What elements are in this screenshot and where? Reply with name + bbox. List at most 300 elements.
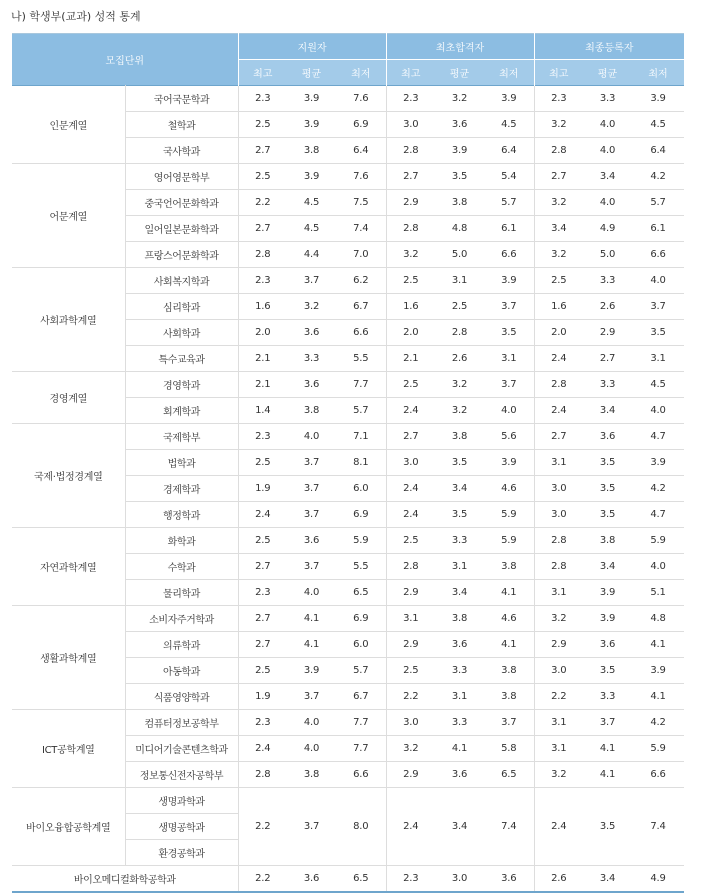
value-cell: 3.9 — [632, 86, 684, 112]
value-cell: 3.9 — [287, 164, 336, 190]
value-cell: 5.9 — [484, 528, 534, 554]
value-cell: 5.9 — [632, 528, 684, 554]
value-cell: 2.7 — [238, 138, 287, 164]
value-cell: 5.6 — [484, 424, 534, 450]
table-row — [12, 710, 684, 736]
value-cell: 3.8 — [287, 398, 336, 424]
value-cell: 3.1 — [435, 684, 484, 710]
value-cell: 2.7 — [583, 346, 632, 372]
value-cell: 3.6 — [484, 866, 534, 893]
value-cell: 3.4 — [583, 398, 632, 424]
value-cell: 4.2 — [632, 476, 684, 502]
value-cell: 2.9 — [534, 632, 583, 658]
value-cell: 3.4 — [435, 476, 484, 502]
value-cell: 4.0 — [484, 398, 534, 424]
value-cell: 2.2 — [534, 684, 583, 710]
value-cell: 6.7 — [336, 294, 386, 320]
category-cell: 국제·법정경계열 — [12, 424, 125, 528]
value-cell: 3.3 — [583, 268, 632, 294]
value-cell: 6.6 — [484, 242, 534, 268]
value-cell: 3.5 — [583, 502, 632, 528]
value-cell: 6.1 — [632, 216, 684, 242]
value-cell: 3.8 — [287, 138, 336, 164]
value-cell: 3.1 — [435, 554, 484, 580]
value-cell: 6.4 — [484, 138, 534, 164]
value-cell: 2.8 — [534, 372, 583, 398]
value-cell: 5.5 — [336, 554, 386, 580]
value-cell: 6.9 — [336, 606, 386, 632]
value-cell: 6.6 — [336, 762, 386, 788]
value-cell: 3.0 — [386, 450, 435, 476]
value-cell: 3.5 — [632, 320, 684, 346]
value-cell: 4.1 — [583, 736, 632, 762]
value-cell: 2.4 — [238, 502, 287, 528]
header-group-initial-pass: 최초합격자 — [386, 34, 534, 60]
value-cell: 4.5 — [632, 112, 684, 138]
value-cell: 3.7 — [287, 788, 336, 866]
department-cell: 행정학과 — [125, 502, 238, 528]
value-cell: 4.9 — [632, 866, 684, 893]
department-cell: 법학과 — [125, 450, 238, 476]
value-cell: 2.3 — [238, 424, 287, 450]
value-cell: 3.7 — [484, 294, 534, 320]
department-cell: 소비자주거학과 — [125, 606, 238, 632]
department-cell: 화학과 — [125, 528, 238, 554]
value-cell: 3.5 — [435, 450, 484, 476]
value-cell: 3.2 — [386, 736, 435, 762]
table-row — [12, 372, 684, 398]
value-cell: 7.4 — [336, 216, 386, 242]
value-cell: 3.9 — [435, 138, 484, 164]
table-row — [12, 164, 684, 190]
value-cell: 5.7 — [484, 190, 534, 216]
value-cell: 2.7 — [534, 424, 583, 450]
value-cell: 4.0 — [287, 580, 336, 606]
value-cell: 3.0 — [386, 112, 435, 138]
value-cell: 4.1 — [484, 632, 534, 658]
value-cell: 2.8 — [435, 320, 484, 346]
value-cell: 3.5 — [583, 450, 632, 476]
value-cell: 4.5 — [484, 112, 534, 138]
value-cell: 3.8 — [287, 762, 336, 788]
value-cell: 2.6 — [534, 866, 583, 893]
department-cell: 생명공학과 — [125, 814, 238, 840]
value-cell: 2.5 — [386, 268, 435, 294]
header-group-final-enroll: 최종등록자 — [534, 34, 684, 60]
value-cell: 4.0 — [632, 398, 684, 424]
value-cell: 3.5 — [435, 502, 484, 528]
value-cell: 3.7 — [287, 268, 336, 294]
value-cell: 3.1 — [534, 710, 583, 736]
value-cell: 7.6 — [336, 86, 386, 112]
value-cell: 3.9 — [484, 268, 534, 294]
value-cell: 3.6 — [583, 424, 632, 450]
value-cell: 2.3 — [238, 86, 287, 112]
category-cell: 사회과학계열 — [12, 268, 125, 372]
value-cell: 2.8 — [386, 216, 435, 242]
category-cell: 경영계열 — [12, 372, 125, 424]
value-cell: 3.4 — [583, 554, 632, 580]
value-cell: 3.9 — [583, 580, 632, 606]
value-cell: 5.9 — [632, 736, 684, 762]
department-cell: 영어영문학부 — [125, 164, 238, 190]
value-cell: 1.6 — [386, 294, 435, 320]
value-cell: 6.0 — [336, 632, 386, 658]
value-cell: 3.0 — [435, 866, 484, 893]
section-title: 나) 학생부(교과) 성적 통계 — [11, 10, 141, 23]
value-cell: 3.3 — [583, 372, 632, 398]
value-cell: 2.3 — [534, 86, 583, 112]
value-cell: 3.9 — [484, 86, 534, 112]
value-cell: 2.7 — [238, 554, 287, 580]
header-group-applicants: 지원자 — [238, 34, 386, 60]
value-cell: 3.1 — [484, 346, 534, 372]
value-cell: 6.0 — [336, 476, 386, 502]
value-cell: 3.5 — [583, 788, 632, 866]
value-cell: 3.7 — [287, 502, 336, 528]
value-cell: 4.0 — [583, 190, 632, 216]
value-cell: 4.9 — [583, 216, 632, 242]
value-cell: 2.5 — [386, 658, 435, 684]
header-sub-max: 최고 — [386, 60, 435, 86]
value-cell: 2.5 — [435, 294, 484, 320]
value-cell: 3.7 — [287, 554, 336, 580]
value-cell: 3.6 — [435, 112, 484, 138]
value-cell: 3.8 — [435, 606, 484, 632]
value-cell: 6.6 — [336, 320, 386, 346]
score-statistics-table — [12, 33, 684, 893]
value-cell: 3.1 — [534, 580, 583, 606]
value-cell: 2.9 — [386, 580, 435, 606]
value-cell: 2.6 — [435, 346, 484, 372]
value-cell: 3.8 — [435, 190, 484, 216]
value-cell: 3.3 — [583, 684, 632, 710]
value-cell: 2.4 — [386, 502, 435, 528]
header-sub-min: 최저 — [484, 60, 534, 86]
department-cell: 일어일본문화학과 — [125, 216, 238, 242]
header-sub-min: 최저 — [336, 60, 386, 86]
header-sub-avg: 평균 — [435, 60, 484, 86]
value-cell: 3.7 — [484, 372, 534, 398]
value-cell: 3.6 — [287, 866, 336, 893]
value-cell: 2.0 — [386, 320, 435, 346]
value-cell: 6.6 — [632, 242, 684, 268]
value-cell: 1.9 — [238, 476, 287, 502]
value-cell: 3.5 — [583, 658, 632, 684]
value-cell: 3.5 — [583, 476, 632, 502]
value-cell: 3.9 — [287, 658, 336, 684]
value-cell: 2.5 — [386, 528, 435, 554]
value-cell: 4.1 — [287, 632, 336, 658]
value-cell: 4.1 — [484, 580, 534, 606]
value-cell: 3.3 — [287, 346, 336, 372]
value-cell: 2.9 — [386, 762, 435, 788]
value-cell: 3.9 — [287, 112, 336, 138]
value-cell: 4.1 — [583, 762, 632, 788]
value-cell: 8.1 — [336, 450, 386, 476]
value-cell: 5.9 — [484, 502, 534, 528]
value-cell: 4.0 — [287, 710, 336, 736]
value-cell: 2.3 — [238, 268, 287, 294]
value-cell: 3.2 — [534, 606, 583, 632]
value-cell: 4.0 — [287, 424, 336, 450]
header-sub-max: 최고 — [534, 60, 583, 86]
value-cell: 3.0 — [386, 710, 435, 736]
value-cell: 3.2 — [534, 242, 583, 268]
value-cell: 3.6 — [583, 632, 632, 658]
value-cell: 4.0 — [583, 112, 632, 138]
department-cell: 중국언어문화학과 — [125, 190, 238, 216]
value-cell: 2.9 — [583, 320, 632, 346]
value-cell: 3.2 — [435, 372, 484, 398]
value-cell: 2.0 — [534, 320, 583, 346]
value-cell: 6.5 — [484, 762, 534, 788]
value-cell: 2.8 — [386, 554, 435, 580]
value-cell: 3.7 — [632, 294, 684, 320]
value-cell: 4.0 — [287, 736, 336, 762]
value-cell: 3.9 — [632, 658, 684, 684]
value-cell: 3.4 — [435, 788, 484, 866]
value-cell: 3.8 — [583, 528, 632, 554]
value-cell: 2.2 — [238, 866, 287, 893]
department-cell: 경제학과 — [125, 476, 238, 502]
value-cell: 2.7 — [238, 606, 287, 632]
value-cell: 4.5 — [632, 372, 684, 398]
table-row — [12, 86, 684, 112]
value-cell: 5.0 — [435, 242, 484, 268]
value-cell: 2.3 — [386, 86, 435, 112]
table-row — [12, 866, 684, 893]
value-cell: 8.0 — [336, 788, 386, 866]
value-cell: 2.3 — [386, 866, 435, 893]
value-cell: 3.3 — [435, 658, 484, 684]
value-cell: 4.2 — [632, 164, 684, 190]
table-row — [12, 606, 684, 632]
value-cell: 3.6 — [287, 372, 336, 398]
value-cell: 4.8 — [632, 606, 684, 632]
value-cell: 2.4 — [386, 476, 435, 502]
header-sub-avg: 평균 — [287, 60, 336, 86]
value-cell: 2.5 — [238, 112, 287, 138]
value-cell: 6.4 — [632, 138, 684, 164]
value-cell: 3.5 — [484, 320, 534, 346]
department-cell: 생명과학과 — [125, 788, 238, 814]
value-cell: 7.0 — [336, 242, 386, 268]
value-cell: 2.5 — [238, 528, 287, 554]
value-cell: 3.9 — [632, 450, 684, 476]
value-cell: 3.3 — [583, 86, 632, 112]
value-cell: 3.7 — [484, 710, 534, 736]
department-cell: 의류학과 — [125, 632, 238, 658]
value-cell: 2.7 — [386, 164, 435, 190]
value-cell: 2.2 — [238, 788, 287, 866]
value-cell: 7.1 — [336, 424, 386, 450]
value-cell: 4.7 — [632, 502, 684, 528]
value-cell: 7.7 — [336, 710, 386, 736]
value-cell: 3.2 — [534, 112, 583, 138]
value-cell: 5.7 — [336, 658, 386, 684]
value-cell: 3.2 — [534, 762, 583, 788]
value-cell: 3.6 — [435, 632, 484, 658]
department-cell: 심리학과 — [125, 294, 238, 320]
value-cell: 6.9 — [336, 502, 386, 528]
value-cell: 3.8 — [484, 554, 534, 580]
value-cell: 2.9 — [386, 190, 435, 216]
value-cell: 2.8 — [534, 138, 583, 164]
value-cell: 4.1 — [632, 684, 684, 710]
department-cell: 특수교육과 — [125, 346, 238, 372]
value-cell: 2.1 — [238, 346, 287, 372]
value-cell: 2.7 — [238, 632, 287, 658]
department-cell: 정보통신전자공학부 — [125, 762, 238, 788]
header-unit: 모집단위 — [12, 34, 238, 86]
value-cell: 3.2 — [435, 86, 484, 112]
value-cell: 3.7 — [287, 684, 336, 710]
value-cell: 4.4 — [287, 242, 336, 268]
value-cell: 5.4 — [484, 164, 534, 190]
category-cell: ICT공학계열 — [12, 710, 125, 788]
department-cell: 식품영양학과 — [125, 684, 238, 710]
value-cell: 6.9 — [336, 112, 386, 138]
value-cell: 3.9 — [484, 450, 534, 476]
category-cell: 어문계열 — [12, 164, 125, 268]
value-cell: 5.7 — [632, 190, 684, 216]
value-cell: 1.6 — [238, 294, 287, 320]
value-cell: 5.1 — [632, 580, 684, 606]
value-cell: 3.6 — [287, 528, 336, 554]
value-cell: 3.7 — [583, 710, 632, 736]
category-cell: 바이오융합공학계열 — [12, 788, 125, 866]
value-cell: 6.4 — [336, 138, 386, 164]
value-cell: 6.5 — [336, 580, 386, 606]
value-cell: 4.0 — [632, 268, 684, 294]
value-cell: 2.5 — [238, 450, 287, 476]
value-cell: 4.1 — [435, 736, 484, 762]
value-cell: 2.2 — [386, 684, 435, 710]
value-cell: 3.0 — [534, 502, 583, 528]
value-cell: 6.6 — [632, 762, 684, 788]
department-cell: 국사학과 — [125, 138, 238, 164]
value-cell: 3.1 — [534, 736, 583, 762]
value-cell: 2.5 — [238, 164, 287, 190]
value-cell: 2.5 — [534, 268, 583, 294]
value-cell: 2.8 — [534, 554, 583, 580]
value-cell: 2.8 — [534, 528, 583, 554]
value-cell: 3.7 — [287, 450, 336, 476]
department-cell: 미디어기술콘텐츠학과 — [125, 736, 238, 762]
value-cell: 2.0 — [238, 320, 287, 346]
value-cell: 7.4 — [484, 788, 534, 866]
department-cell: 컴퓨터정보공학부 — [125, 710, 238, 736]
value-cell: 3.6 — [287, 320, 336, 346]
department-cell: 수학과 — [125, 554, 238, 580]
header-sub-max: 최고 — [238, 60, 287, 86]
department-cell: 회계학과 — [125, 398, 238, 424]
value-cell: 3.2 — [435, 398, 484, 424]
value-cell: 3.1 — [386, 606, 435, 632]
value-cell: 7.7 — [336, 372, 386, 398]
value-cell: 3.8 — [484, 684, 534, 710]
table-row — [12, 268, 684, 294]
value-cell: 2.5 — [386, 372, 435, 398]
value-cell: 6.7 — [336, 684, 386, 710]
value-cell: 3.4 — [583, 164, 632, 190]
value-cell: 2.4 — [534, 788, 583, 866]
value-cell: 2.1 — [238, 372, 287, 398]
value-cell: 1.6 — [534, 294, 583, 320]
value-cell: 3.0 — [534, 658, 583, 684]
department-cell: 바이오메디컬화학공학과 — [12, 866, 238, 893]
header-sub-min: 최저 — [632, 60, 684, 86]
value-cell: 3.4 — [583, 866, 632, 893]
value-cell: 3.7 — [287, 476, 336, 502]
value-cell: 3.4 — [534, 216, 583, 242]
value-cell: 5.0 — [583, 242, 632, 268]
value-cell: 2.8 — [238, 242, 287, 268]
value-cell: 2.4 — [386, 788, 435, 866]
value-cell: 2.2 — [238, 190, 287, 216]
value-cell: 3.1 — [435, 268, 484, 294]
department-cell: 사회학과 — [125, 320, 238, 346]
value-cell: 5.9 — [336, 528, 386, 554]
value-cell: 6.1 — [484, 216, 534, 242]
value-cell: 4.5 — [287, 190, 336, 216]
value-cell: 5.5 — [336, 346, 386, 372]
value-cell: 7.6 — [336, 164, 386, 190]
value-cell: 2.3 — [238, 580, 287, 606]
value-cell: 3.8 — [435, 424, 484, 450]
value-cell: 6.2 — [336, 268, 386, 294]
table-row — [12, 528, 684, 554]
value-cell: 5.8 — [484, 736, 534, 762]
value-cell: 7.4 — [632, 788, 684, 866]
value-cell: 3.9 — [583, 606, 632, 632]
department-cell: 국제학부 — [125, 424, 238, 450]
value-cell: 2.4 — [386, 398, 435, 424]
value-cell: 3.8 — [484, 658, 534, 684]
department-cell: 경영학과 — [125, 372, 238, 398]
value-cell: 3.3 — [435, 710, 484, 736]
value-cell: 2.8 — [238, 762, 287, 788]
value-cell: 4.6 — [484, 606, 534, 632]
value-cell: 4.1 — [632, 632, 684, 658]
value-cell: 4.1 — [287, 606, 336, 632]
department-cell: 환경공학과 — [125, 840, 238, 866]
category-cell: 인문계열 — [12, 86, 125, 164]
value-cell: 7.7 — [336, 736, 386, 762]
department-cell: 사회복지학과 — [125, 268, 238, 294]
value-cell: 4.0 — [632, 554, 684, 580]
value-cell: 3.1 — [632, 346, 684, 372]
category-cell: 생활과학계열 — [12, 606, 125, 710]
value-cell: 2.4 — [238, 736, 287, 762]
table-row — [12, 424, 684, 450]
value-cell: 4.0 — [583, 138, 632, 164]
value-cell: 2.4 — [534, 346, 583, 372]
value-cell: 4.8 — [435, 216, 484, 242]
value-cell: 2.7 — [386, 424, 435, 450]
value-cell: 2.3 — [238, 710, 287, 736]
value-cell: 3.6 — [435, 762, 484, 788]
value-cell: 2.8 — [386, 138, 435, 164]
header-sub-avg: 평균 — [583, 60, 632, 86]
value-cell: 2.7 — [238, 216, 287, 242]
value-cell: 6.5 — [336, 866, 386, 893]
value-cell: 4.6 — [484, 476, 534, 502]
value-cell: 1.9 — [238, 684, 287, 710]
department-cell: 프랑스어문화학과 — [125, 242, 238, 268]
value-cell: 4.2 — [632, 710, 684, 736]
